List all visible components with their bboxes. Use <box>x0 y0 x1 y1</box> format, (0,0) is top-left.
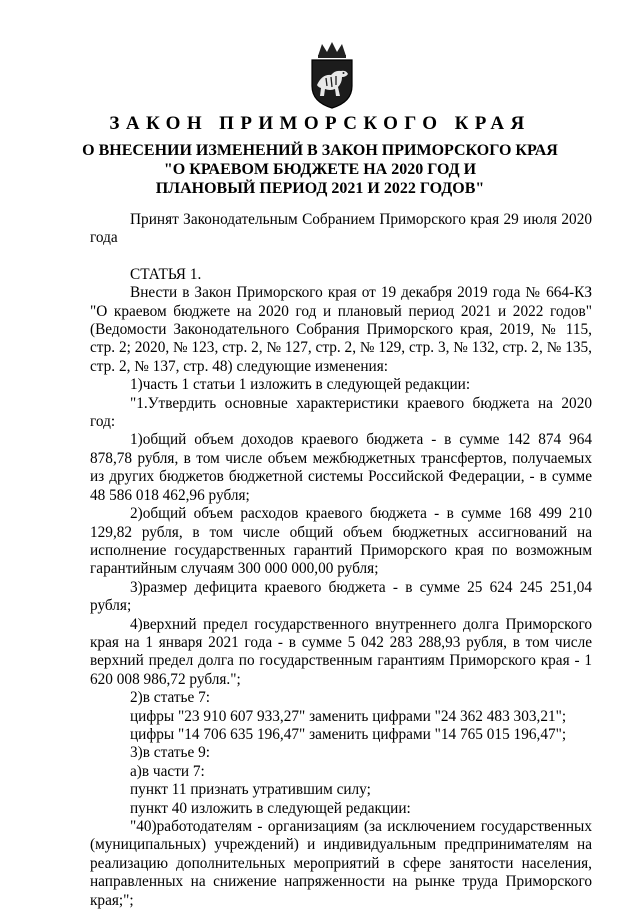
paragraph: а)в части 7: <box>130 762 205 780</box>
paragraph: "40)работодателям - организациям (за исключением государственных (муниципальных) учреждений) и индивидуальным предпринимателям на реализацию дополнительных мероприятий в сфере занятости населения, направленных на снижение напряженности на рынке труда Приморского края;"; <box>90 818 592 909</box>
law-subtitle <box>0 141 640 198</box>
paragraph: пункт 11 признать утратившим силу; <box>130 781 371 799</box>
paragraph: 3)в статье 9: <box>130 744 211 762</box>
paragraph: пункт 40 изложить в следующей редакции: <box>130 799 411 817</box>
paragraph: 2)в статье 7: <box>130 689 211 707</box>
paragraph: 2)общий объем расходов краевого бюджета - в сумме 168 499 210 129,82 рубля, в том числе общий объем бюджетных ассигнований на исполнение государственных гарантий Приморского края по возможным гарантийным случаям 300 000 000,00 рубля; <box>90 505 592 578</box>
subtitle-line: О ВНЕСЕНИИ ИЗМЕНЕНИЙ В ЗАКОН ПРИМОРСКОГО КРАЯ <box>82 142 558 159</box>
subtitle-line: "О КРАЕВОМ БЮДЖЕТЕ НА 2020 ГОД И <box>163 161 477 178</box>
paragraph: "1.Утвердить основные характеристики краевого бюджета на 2020 год: <box>90 394 592 431</box>
paragraph: цифры "14 706 635 196,47" заменить цифрами "14 765 015 196,47"; <box>130 725 567 743</box>
subtitle-line: ПЛАНОВЫЙ ПЕРИОД 2021 И 2022 ГОДОВ" <box>155 180 485 197</box>
paragraph: 1)общий объем доходов краевого бюджета - в сумме 142 874 964 878,78 рубля, в том числе объем межбюджетных трансфертов, получаемых из других бюджетов бюджетной системы Российской Федерации, - в сумме 48 586 018 462,96 рубля; <box>90 431 592 504</box>
paragraph: 3)размер дефицита краевого бюджета - в сумме 25 624 245 251,04 рубля; <box>90 578 592 615</box>
paragraph: 4)верхний предел государственного внутреннего долга Приморского края на 1 января 2021 года - в сумме 5 042 283 288,93 рубля, в том числе верхний предел долга по государственным гарантиям Приморского края - 1 620 008 986,72 рубля."; <box>90 615 592 688</box>
primorsky-coat-of-arms-icon <box>304 40 360 110</box>
document-body <box>90 211 592 910</box>
paragraph: 1)часть 1 статьи 1 изложить в следующей редакции: <box>130 376 471 394</box>
paragraph: цифры "23 910 607 933,27" заменить цифрами "24 362 483 303,21"; <box>130 707 567 725</box>
paragraph-intro: Внести в Закон Приморского края от 19 декабря 2019 года № 664-КЗ "О краевом бюджете на 2020 год и плановый период 2021 и 2022 годов" (Ведомости Законодательного Собрания Приморского края, 2019, № 115, стр. 2; 2020, № 123, стр. 2, № 127, стр. 2, № 129, стр. 3, № 132, стр. 2, № 135, стр. 2, № 137, стр. 48) следующие изменения: <box>90 284 592 375</box>
article-heading: СТАТЬЯ 1. <box>130 265 202 283</box>
adoption-note: Принят Законодательным Собранием Приморского края 29 июля 2020 года <box>90 211 592 247</box>
law-title: ЗАКОН ПРИМОРСКОГО КРАЯ <box>109 113 531 134</box>
